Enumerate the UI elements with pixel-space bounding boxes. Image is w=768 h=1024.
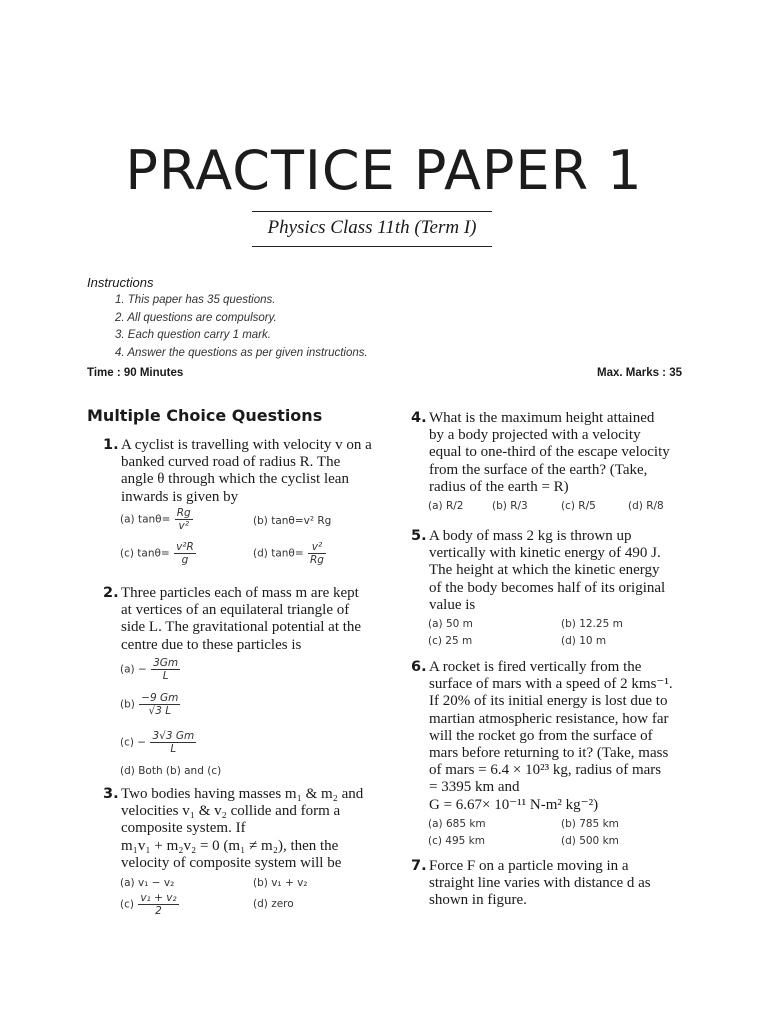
option-c[interactable]: (c) 25 m	[428, 635, 473, 647]
question-line: A rocket is fired vertically from the	[429, 659, 642, 675]
option-b[interactable]: (b) v₁ + v₂	[253, 877, 308, 889]
denominator: L	[162, 670, 169, 682]
instruction-item: 2. All questions are compulsory.	[115, 311, 277, 324]
option-label: (c) tanθ=	[120, 547, 170, 560]
option-d[interactable]	[253, 541, 327, 566]
question-line: composite system. If	[121, 820, 246, 837]
option-c[interactable]: (c) R/5	[561, 500, 596, 512]
question-line: centre due to these particles is	[121, 636, 302, 653]
instructions-heading: Instructions	[87, 275, 154, 290]
option-c[interactable]	[120, 541, 197, 566]
numerator: −9 Gm	[141, 692, 179, 704]
fraction	[139, 692, 180, 717]
question-line: G = 6.67× 10⁻¹¹ N-m² kg⁻²)	[429, 796, 599, 813]
fraction	[138, 892, 178, 917]
question-number: 3.	[103, 786, 119, 802]
question-line: shown in figure.	[429, 892, 527, 909]
instructions-list	[115, 292, 368, 362]
question-line: of mars = 6.4 × 10²³ kg, radius of mars	[429, 762, 662, 779]
max-marks-label: Max. Marks : 35	[596, 367, 682, 379]
question-line: from the surface of the earth? (Take,	[429, 461, 648, 478]
numerator: 3Gm	[153, 657, 179, 669]
option-a[interactable]: (a) 50 m	[428, 618, 473, 630]
numerator: 3√3 Gm	[152, 730, 195, 742]
option-d[interactable]: (d) R/8	[628, 500, 664, 512]
fraction	[175, 507, 193, 532]
question-line: equal to one-third of the escape velocity	[429, 444, 670, 461]
question-line: banked curved road of radius R. The	[121, 454, 341, 471]
question-line: A cyclist is travelling with velocity v on a	[121, 437, 372, 453]
question-line: angle θ through which the cyclist lean	[121, 471, 349, 488]
numerator: v²	[308, 541, 326, 554]
option-d[interactable]: (d) 10 m	[561, 635, 607, 647]
option-label: (b)	[120, 698, 135, 711]
question-line: surface of mars with a speed of 2 kms⁻¹.	[429, 676, 673, 693]
question-line: value is	[429, 596, 476, 613]
denominator: 2	[155, 905, 162, 917]
option-d[interactable]: (d) zero	[253, 898, 294, 910]
question-line: vertically with kinetic energy of 490 J.	[429, 545, 661, 562]
option-d[interactable]: (d) 500 km	[561, 835, 619, 847]
option-a[interactable]: (a) R/2	[428, 500, 464, 512]
question-line: radius of the earth = R)	[429, 478, 569, 495]
question-line: velocities v₁ & v₂ collide and form a	[121, 803, 341, 820]
question-line: by a body projected with a velocity	[429, 427, 641, 444]
question-line: side L. The gravitational potential at the	[121, 619, 362, 636]
fraction	[151, 657, 180, 682]
question-number: 5.	[411, 528, 427, 544]
question-number: 4.	[411, 410, 427, 426]
option-b[interactable]: (b) 785 km	[561, 818, 619, 830]
question-line: Three particles each of mass m are kept	[121, 585, 359, 601]
question-number: 6.	[411, 659, 427, 675]
fraction	[150, 730, 196, 755]
denominator: L	[170, 743, 177, 755]
option-label: (c) −	[120, 736, 147, 749]
question-line: mars before returning to it? (Take, mass	[429, 745, 669, 762]
paper-title: PRACTICE PAPER 1	[125, 139, 643, 202]
denominator: Rg	[309, 554, 324, 566]
option-b[interactable]: (b) tanθ=v² Rg	[253, 515, 332, 527]
question-line: If 20% of its initial energy is lost due to	[429, 693, 668, 710]
question-number: 7.	[411, 858, 427, 874]
question-line: straight line varies with distance d as	[429, 875, 651, 892]
section-title: Multiple Choice Questions	[87, 406, 323, 425]
option-label: (c)	[120, 898, 134, 911]
fraction	[308, 541, 326, 566]
option-label: (a) tanθ=	[120, 513, 171, 526]
option-c[interactable]	[120, 892, 180, 917]
question-number: 1.	[103, 437, 119, 453]
question-line: = 3395 km and	[429, 779, 520, 796]
option-a[interactable]: (a) 685 km	[428, 818, 486, 830]
option-c[interactable]	[120, 730, 197, 755]
denominator: g	[181, 554, 189, 566]
numerator: Rg	[176, 507, 191, 519]
question-line: Force F on a particle moving in a	[429, 858, 629, 874]
option-label: (a) −	[120, 663, 147, 676]
denominator: √3 L	[148, 705, 172, 717]
question-line: Two bodies having masses m₁ & m₂ and	[121, 786, 364, 802]
fraction	[174, 541, 196, 566]
question-line: at vertices of an equilateral triangle of	[121, 602, 350, 619]
numerator: v₁ + v₂	[140, 892, 177, 904]
numerator: v²R	[176, 541, 194, 553]
instruction-item: 4. Answer the questions as per given instructions.	[115, 346, 368, 359]
option-a[interactable]: (a) v₁ − v₂	[120, 877, 175, 889]
question-line: The height at which the kinetic energy	[429, 562, 660, 579]
question-line: A body of mass 2 kg is thrown up	[429, 528, 632, 544]
question-line: m₁v₁ + m₂v₂ = 0 (m₁ ≠ m₂), then the	[121, 837, 339, 854]
question-line: will the rocket go from the surface of	[429, 727, 653, 744]
instruction-item: 1. This paper has 35 questions.	[115, 294, 276, 306]
option-a[interactable]	[120, 507, 194, 532]
option-b[interactable]	[120, 692, 181, 717]
denominator: v²	[178, 520, 189, 532]
option-label: (d) tanθ=	[253, 547, 304, 560]
option-d[interactable]: (d) Both (b) and (c)	[120, 765, 222, 777]
option-b[interactable]: (b) R/3	[492, 500, 528, 512]
question-number: 2.	[103, 585, 119, 601]
option-c[interactable]: (c) 495 km	[428, 835, 485, 847]
paper-subtitle: Physics Class 11th (Term I)	[252, 211, 492, 247]
question-line: inwards is given by	[121, 488, 239, 505]
question-line: What is the maximum height attained	[429, 410, 655, 426]
question-line: of the body becomes half of its original	[429, 579, 666, 596]
option-a[interactable]	[120, 657, 181, 682]
question-line: velocity of composite system will be	[121, 854, 342, 871]
question-line: martian atmospheric resistance, how far	[429, 710, 669, 727]
option-b[interactable]: (b) 12.25 m	[561, 618, 623, 630]
instruction-item: 3. Each question carry 1 mark.	[115, 329, 271, 342]
time-label: Time : 90 Minutes	[87, 367, 184, 379]
